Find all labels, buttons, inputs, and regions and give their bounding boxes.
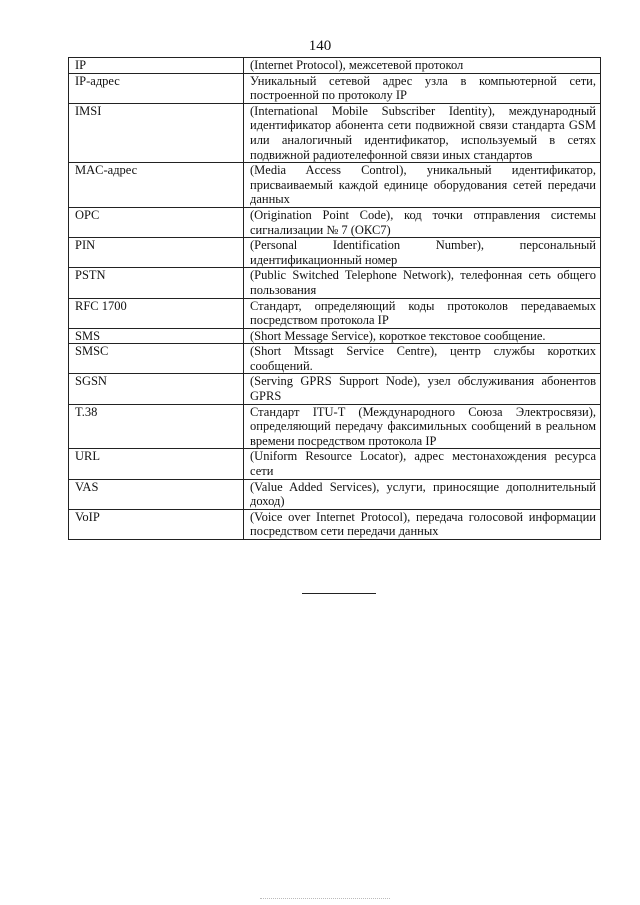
table-row [69, 404, 601, 449]
term-cell: URL [69, 449, 244, 479]
table-row [69, 268, 601, 298]
definition-cell: (Serving GPRS Support Node), узел обслуживания абонентов GPRS [244, 374, 601, 404]
term-cell: PIN [69, 238, 244, 268]
table-row [69, 328, 601, 344]
term-cell: SMS [69, 328, 244, 344]
term-cell: IP-адрес [69, 73, 244, 103]
term-cell: RFC 1700 [69, 298, 244, 328]
term-cell: OPC [69, 207, 244, 237]
term-cell: SMSC [69, 344, 244, 374]
definition-cell: (Public Switched Telephone Network), телефонная сеть общего пользования [244, 268, 601, 298]
definition-cell: Стандарт ITU-T (Международного Союза Электросвязи), определяющий передачу факсимильных сообщений в реальном времени посредством протокола IP [244, 404, 601, 449]
definition-cell: (Uniform Resource Locator), адрес местонахождения ресурса сети [244, 449, 601, 479]
definition-cell: Стандарт, определяющий коды протоколов передаваемых посредством протокола IP [244, 298, 601, 328]
table-row [69, 479, 601, 509]
definition-cell: (International Mobile Subscriber Identity), международный идентификатор абонента сети подвижной связи стандарта GSM или аналогичный идентификатор, используемый в сетях подвижной радиотелефонной связи иных стандартов [244, 103, 601, 162]
table-row [69, 344, 601, 374]
definition-cell: (Short Message Service), короткое текстовое сообщение. [244, 328, 601, 344]
table-row [69, 449, 601, 479]
term-cell: SGSN [69, 374, 244, 404]
table-row [69, 163, 601, 208]
table-row [69, 103, 601, 162]
page-number: 140 [308, 38, 332, 54]
term-cell: MAC-адрес [69, 163, 244, 208]
term-cell: IP [69, 58, 244, 74]
definition-cell: (Internet Protocol), межсетевой протокол [244, 58, 601, 74]
scan-edge-specks [260, 898, 390, 899]
table-row [69, 374, 601, 404]
definition-cell: (Value Added Services), услуги, приносящие дополнительный доход) [244, 479, 601, 509]
table-row [69, 207, 601, 237]
definition-cell: (Short Mtssagt Service Centre), центр службы коротких сообщений. [244, 344, 601, 374]
definition-cell: (Voice over Internet Protocol), передача голосовой информации посредством сети передачи данных [244, 509, 601, 539]
definition-cell: (Personal Identification Number), персональный идентификационный номер [244, 238, 601, 268]
term-cell: VoIP [69, 509, 244, 539]
table-row [69, 509, 601, 539]
table-row [69, 298, 601, 328]
glossary-table [68, 57, 601, 540]
table-row [69, 238, 601, 268]
definition-cell: Уникальный сетевой адрес узла в компьютерной сети, построенной по протоколу IP [244, 73, 601, 103]
table-row [69, 73, 601, 103]
definition-cell: (Origination Point Code), код точки отправления системы сигнализации № 7 (ОКС7) [244, 207, 601, 237]
term-cell: PSTN [69, 268, 244, 298]
term-cell: VAS [69, 479, 244, 509]
end-of-document-rule [302, 593, 376, 594]
table-row [69, 58, 601, 74]
term-cell: IMSI [69, 103, 244, 162]
definition-cell: (Media Access Control), уникальный идентификатор, присваиваемый каждой единице оборудования сетей передачи данных [244, 163, 601, 208]
term-cell: T.38 [69, 404, 244, 449]
